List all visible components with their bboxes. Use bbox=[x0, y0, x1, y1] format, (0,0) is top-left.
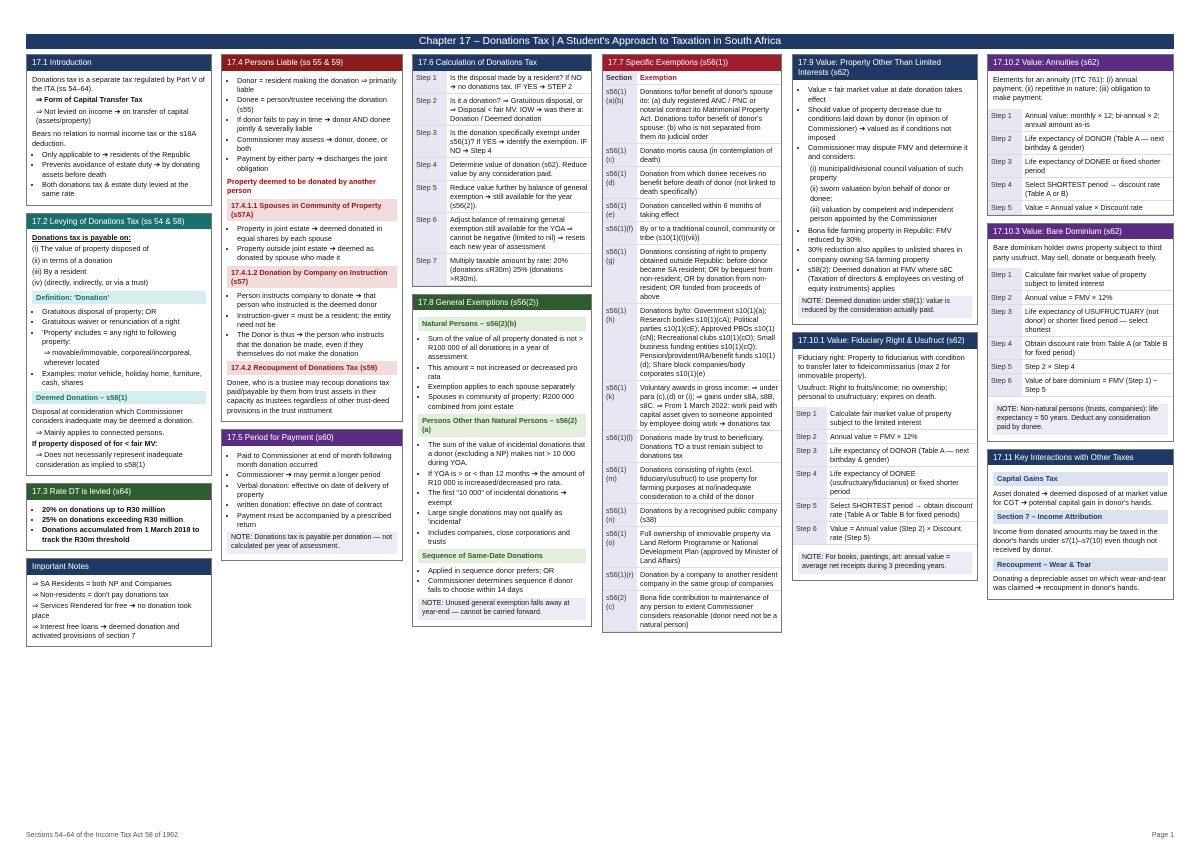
exemption-row bbox=[603, 380, 781, 430]
levy-item: (iii) By a resident bbox=[32, 267, 87, 277]
intro-line: ⇒ Not levied on income ➔ on transfer of capital (assets/property) bbox=[36, 106, 189, 125]
exemption-row-value: Donation by a company to another resident company in the same group of companies bbox=[637, 567, 781, 590]
levy-box bbox=[26, 213, 212, 476]
exemption-row bbox=[603, 567, 781, 590]
note-line: ⇒ SA Residents = both NP and Companies bbox=[32, 578, 172, 588]
pv-bullet: • Should value of property decrease due to conditions laid down by donor (in opinion of Commissioner) ➔ valued as if conditions not imposed bbox=[808, 105, 972, 142]
exemption-row-value: By or to a traditional council, community or tribe (s10(1)(t)(vii)) bbox=[637, 221, 781, 244]
exemption-row-key: s56(1)(l) bbox=[603, 430, 637, 462]
s7-text: Income from donated amounts may be taxed in the donor's hands under s7(1)–s7(10) even though not received by donor. bbox=[993, 526, 1158, 555]
bare-step-row bbox=[988, 359, 1173, 373]
period-heading: 17.5 Period for Payment (s60) bbox=[222, 430, 402, 446]
fiduciary-step-row bbox=[793, 499, 977, 522]
calc-step-row-key: Step 1 bbox=[413, 71, 447, 94]
levy-text: Donations tax is payable on: bbox=[32, 233, 131, 243]
liable-bullet: • Donee = person/trustee receiving the donation (s55) bbox=[237, 95, 397, 114]
annuity-step-row-key: Step 2 bbox=[988, 131, 1022, 154]
annuity-step-row-value: Select SHORTEST period → discount rate (Table A or B) bbox=[1022, 177, 1173, 200]
fiduciary-step-row bbox=[793, 467, 977, 499]
section-header: Section bbox=[603, 71, 637, 85]
liable-bullet: • Donor = resident making the donation ⇒ primarily liable bbox=[237, 76, 397, 95]
annuity-step-row bbox=[988, 109, 1173, 132]
bare-step-row-value: Calculate fair market value of property subject to limited interest bbox=[1022, 268, 1173, 291]
exemption-header: Exemption bbox=[637, 71, 781, 85]
bare-steps-table bbox=[988, 268, 1173, 397]
exemption-row bbox=[603, 244, 781, 303]
annuity-steps-table bbox=[988, 109, 1173, 215]
def-bullet: • Examples: motor vehicle, holiday home, furniture, cash, shares bbox=[42, 369, 206, 388]
sequence-heading: Sequence of Same-Date Donations bbox=[418, 549, 586, 562]
exemption-row-value: Donations by/to: Government s10(1)(a); Research bodies s10(1)(cA); Political parties s10(1)(cE); Approved PBOs s10(1)(cN); Recreational clubs s10(1)(cO); Small business funding entities s10(1)(cQ); Pension/provident/RA/benefit funds s10(1)(d); Share block companies/body corporates s10(1)(e) bbox=[637, 303, 781, 380]
calc-step-row-value: Determine value of donation (s62). Reduce value by any consideration paid. bbox=[447, 157, 591, 180]
company-bullet: • Person instructs company to donate ➔ that person who instructed is the deemed donor bbox=[237, 291, 397, 310]
bare-step-row bbox=[988, 268, 1173, 291]
company-heading: 17.4.1.2 Donation by Company on Instruction (s57) bbox=[227, 266, 397, 289]
calc-step-row bbox=[413, 212, 591, 253]
notes-heading: Important Notes bbox=[27, 559, 211, 575]
general-note: NOTE: Unused general exemption falls away at year-end — cannot be carried forward. bbox=[418, 598, 586, 620]
definition-heading: Definition: 'Donation' bbox=[32, 291, 206, 304]
bare-step-row-key: Step 2 bbox=[988, 290, 1022, 304]
exemption-row-key: s56(1)(a)(b) bbox=[603, 84, 637, 143]
fiduciary-step-row-key: Step 1 bbox=[793, 407, 827, 430]
exemption-row-value: Donations consisting of rights (excl. fiduciary/usufruct) to use property for farming purposes at no/inadequate consideration to a child of the donor bbox=[637, 462, 781, 503]
column-5 bbox=[792, 54, 978, 588]
calc-step-row-value: Is it a donation? ⇒ Gratuitous disposal, or ⇒ Disposal < fair MV. IOW ➔ was there a: Donation / Deemed donation bbox=[447, 93, 591, 125]
bare-step-row bbox=[988, 304, 1173, 336]
footer-page: Page 1 bbox=[1151, 832, 1174, 839]
cgt-heading: Capital Gains Tax bbox=[993, 472, 1168, 485]
annuity-step-row-value: Value = Annual value × Discount rate bbox=[1022, 200, 1173, 214]
exemption-row-value: Donation cancelled within 6 months of taking effect bbox=[637, 198, 781, 221]
def-bullet: • Gratuitous waiver or renunciation of a right bbox=[42, 317, 206, 326]
fiduciary-step-row bbox=[793, 430, 977, 444]
period-bullet: • Payment must be accompanied by a prescribed return bbox=[237, 511, 397, 530]
exemption-row bbox=[603, 590, 781, 631]
deemed-text: Disposal at consideration which Commissioner considers inadequate may be deemed a donation. bbox=[32, 407, 194, 426]
calc-heading: 17.6 Calculation of Donations Tax bbox=[413, 55, 591, 71]
levy-item: (ii) in terms of a donation bbox=[32, 255, 113, 265]
annuity-step-row-key: Step 1 bbox=[988, 109, 1022, 132]
liable-bullet: • If donor fails to pay in time ➔ donor AND donee jointly & severally liable bbox=[237, 115, 397, 134]
intro-text: Bears no relation to normal income tax or the s18A deduction. bbox=[32, 129, 196, 148]
exemption-row-value: Donations to/for benefit of donor's spouse ito: (a) duly registered ANC / PNC or notarial contract ito Matrimonial Property Act. Donations to/for benefit of donor's spouse: (b) who is not separated from them ito judicial order bbox=[637, 84, 781, 143]
pv-item: (iii) valuation by competent and independent person appointed by the Commissioner bbox=[810, 205, 954, 224]
annuity-heading: 17.10.2 Value: Annuities (s62) bbox=[988, 55, 1173, 71]
fiduciary-step-row bbox=[793, 407, 977, 430]
calc-step-row-key: Step 4 bbox=[413, 157, 447, 180]
levy-item: (i) The value of property disposed of bbox=[32, 244, 149, 254]
exemption-row-key: s56(1)(e) bbox=[603, 198, 637, 221]
bare-step-row-value: Step 2 × Step 4 bbox=[1022, 359, 1173, 373]
liable-bullet: • Commissioner may assess ➔ donor, donee, or both bbox=[237, 135, 397, 154]
calc-step-row bbox=[413, 125, 591, 157]
pv-bullet: • s58(2): Deemed donation at FMV where s8C (Taxation of directors & employees on vesting of equity instruments) applies bbox=[808, 265, 972, 293]
np-bullet: • Sum of the value of all property donated is not > R100 000 of all donations in a year of assessment. bbox=[428, 334, 586, 362]
intro-bullet: • Only applicable to ➔ residents of the Republic bbox=[42, 150, 206, 159]
company-bullet: • The Donor is thus ➔ the person who instructs that the donation be made, even if they themselves do not make the donation bbox=[237, 330, 397, 358]
calc-step-row-key: Step 6 bbox=[413, 212, 447, 253]
exemption-row bbox=[603, 84, 781, 143]
bare-step-row-value: Obtain discount rate from Table A (or Table B for fixed period) bbox=[1022, 336, 1173, 359]
calc-step-row bbox=[413, 93, 591, 125]
pv-item: (ii) sworn valuation by/on behalf of donor or donee; bbox=[810, 184, 950, 203]
exemption-row bbox=[603, 198, 781, 221]
def-bullet: • 'Property' includes = any right to following property: bbox=[42, 328, 206, 347]
fiduciary-step-row-value: Select SHORTEST period → obtain discount rate (Table A or Table B for fixed periods) bbox=[827, 499, 977, 522]
intro-heading: 17.1 Introduction bbox=[27, 55, 211, 71]
bare-step-row-key: Step 1 bbox=[988, 268, 1022, 291]
fiduciary-step-row-value: Annual value = FMV × 12% bbox=[827, 430, 977, 444]
fiduciary-step-row-key: Step 4 bbox=[793, 467, 827, 499]
calc-step-row-key: Step 5 bbox=[413, 180, 447, 212]
property-subheading: Property deemed to be donated by another person bbox=[227, 176, 376, 196]
calc-steps-table bbox=[413, 71, 591, 286]
bare-step-row-key: Step 3 bbox=[988, 304, 1022, 336]
exemption-row-key: s56(1)(n) bbox=[603, 503, 637, 526]
annuity-step-row-key: Step 4 bbox=[988, 177, 1022, 200]
calc-step-row bbox=[413, 180, 591, 212]
calc-step-row bbox=[413, 253, 591, 285]
specific-heading: 17.7 Specific Exemptions (s56(1)) bbox=[603, 55, 781, 71]
calc-step-row-key: Step 2 bbox=[413, 93, 447, 125]
exemption-row-value: Full ownership of immovable property via Land Reform Programme or National Development Plan (approved by Minister of Land Affairs) bbox=[637, 526, 781, 567]
bare-box bbox=[987, 223, 1174, 442]
pv-item: (i) municipal/divisional council valuation of such property bbox=[810, 163, 963, 183]
rate-box bbox=[26, 483, 212, 551]
calc-box bbox=[412, 54, 592, 287]
bare-text: Bare dominium holder owns property subject to third party usufruct. May sell, donate or bequeath freely. bbox=[993, 243, 1162, 262]
fiduciary-step-row-key: Step 3 bbox=[793, 444, 827, 467]
bare-step-row bbox=[988, 373, 1173, 396]
intro-text: Donations tax is a separate tax regulated by Part V of the ITA (ss 54–64). bbox=[32, 74, 205, 93]
note-line: ⇒ Services Rendered for free ➔ no donation took place bbox=[32, 601, 192, 620]
fiduciary-step-row-value: Life expectancy of DONOR (Table A — next birthday & gender) bbox=[827, 444, 977, 467]
period-note: NOTE: Donations tax is payable per donation — not calculated per year of assessment. bbox=[227, 532, 397, 554]
period-bullet: • Commissioner ➔ may permit a longer period bbox=[237, 470, 397, 479]
period-bullet: • written donation: effective on date of contract bbox=[237, 500, 397, 509]
fiduciary-step-row-value: Calculate fair market value of property subject to the limited interest bbox=[827, 407, 977, 430]
exemption-row-key: s56(1)(h) bbox=[603, 303, 637, 380]
rate-bullet: • 20% on donations up to R30 million bbox=[42, 505, 206, 514]
period-box bbox=[221, 429, 403, 561]
exemption-row bbox=[603, 143, 781, 166]
annuity-step-row bbox=[988, 154, 1173, 177]
calc-step-row-value: Adjust balance of remaining general exemption still available for the YOA ⇒ cannot be negative (limited to nil) ⇒ resets each new year of assessment bbox=[447, 212, 591, 253]
specific-box bbox=[602, 54, 782, 633]
exemption-row-key: s56(1)(o) bbox=[603, 526, 637, 567]
def-line: ⇒ movable/immovable, corporeal/incorporeal, wherever located bbox=[44, 348, 192, 367]
period-bullet: • Paid to Commissioner at end of month following month donation occurred bbox=[237, 451, 397, 470]
calc-step-row-value: Is the disposal made by a resident? If NO ➔ no donations tax. IF YES ➔ STEP 2 bbox=[447, 71, 591, 94]
deemed-line: ⇒ Does not necessarily represent inadequate consideration as implied to s58(1) bbox=[36, 450, 183, 469]
def-bullet: • Gratuitous disposal of property; OR bbox=[42, 307, 206, 316]
recoupment-wt-heading: Recoupment – Wear & Tear bbox=[993, 558, 1168, 571]
pv-bullet: • 30% reduction also applies to unlisted shares in company owning SA farming property bbox=[808, 245, 972, 264]
s7-heading: Section 7 – Income Attribution bbox=[993, 510, 1168, 523]
deemed-line: ⇒ Mainly applies to connected persons. bbox=[36, 427, 165, 437]
bare-step-row-key: Step 5 bbox=[988, 359, 1022, 373]
other-heading: Persons Other than Natural Persons – s56(2)(a) bbox=[418, 414, 586, 437]
recoupment-wt-text: Donating a depreciable asset on which wear-and-tear was claimed ➔ recoupment in donor's hands. bbox=[993, 573, 1166, 593]
calc-step-row-key: Step 3 bbox=[413, 125, 447, 157]
exemption-row-key: s56(1)(d) bbox=[603, 166, 637, 198]
column-3 bbox=[412, 54, 592, 634]
annuity-step-row-value: Life expectancy of DONOR (Table A — next birthday & gender) bbox=[1022, 131, 1173, 154]
spouses-bullet: • Property outside joint estate ➔ deemed as donated by spouse who made it bbox=[237, 244, 397, 263]
calc-step-row-value: Reduce value further by balance of general exemption ➔ still available for the year (s56(2)). bbox=[447, 180, 591, 212]
exemption-row bbox=[603, 462, 781, 503]
other-bullet: • If YOA is > or < than 12 months ➔ the amount of R10 000 is increased/decreased pro rata. bbox=[428, 469, 586, 488]
np-heading: Natural Persons – s56(2)(b) bbox=[418, 317, 586, 330]
annuity-step-row bbox=[988, 177, 1173, 200]
liable-bullet: • Payment by either party ➔ discharges the joint obligation bbox=[237, 154, 397, 173]
rate-bullet: • 25% on donations exceeding R30 million bbox=[42, 515, 206, 524]
annuity-step-row bbox=[988, 131, 1173, 154]
levy-heading: 17.2 Levying of Donations Tax (ss 54 & 58) bbox=[27, 214, 211, 230]
column-6 bbox=[987, 54, 1174, 607]
property-value-heading: 17.9 Value: Property Other Than Limited Interests (s62) bbox=[793, 55, 977, 80]
pv-bullet: • Bona fide farming property in Republic: FMV reduced by 30% bbox=[808, 226, 972, 245]
pv-note: NOTE: Deemed donation under s58(1): value is reduced by the consideration actually paid. bbox=[798, 296, 972, 318]
calc-step-row bbox=[413, 71, 591, 94]
exemption-row-key: s56(1)(m) bbox=[603, 462, 637, 503]
notes-box bbox=[26, 558, 212, 648]
key-heading: 17.11 Key Interactions with Other Taxes bbox=[988, 450, 1173, 466]
calc-step-row-value: Is the donation specifically exempt under s56(1)? If YES ➔ identify the exemption. IF NO ➔ Step 4 bbox=[447, 125, 591, 157]
general-box bbox=[412, 294, 592, 627]
fiduciary-text: Usufruct: Right to fruits/income; no ownership; personal to usufructuary; expires on death. bbox=[798, 382, 948, 401]
other-bullet: • The first "10 000" of incidental donations ➔ exempt bbox=[428, 488, 586, 507]
bare-step-row-key: Step 4 bbox=[988, 336, 1022, 359]
exemption-row-key: s56(1)(c) bbox=[603, 143, 637, 166]
column-4 bbox=[602, 54, 782, 640]
specific-table bbox=[603, 71, 781, 632]
footer-left: Sections 54–64 of the Income Tax Act 58 of 1962 bbox=[26, 832, 179, 839]
other-bullet: • Large single donations may not qualify as 'incidental' bbox=[428, 508, 586, 527]
intro-bullet: • Both donations tax & estate duty levied at the same rate bbox=[42, 180, 206, 199]
exemption-row-key: s56(1)(f) bbox=[603, 221, 637, 244]
bare-heading: 17.10.3 Value: Bare Dominium (s62) bbox=[988, 224, 1173, 240]
page-title: Chapter 17 – Donations Tax | A Student's Approach to Taxation in South Africa bbox=[26, 34, 1174, 49]
liable-box bbox=[221, 54, 403, 422]
fiduciary-steps-table bbox=[793, 407, 977, 545]
sequence-bullet: • Applied in sequence donor prefers; OR bbox=[428, 566, 586, 575]
fiduciary-step-row-key: Step 5 bbox=[793, 499, 827, 522]
spouses-heading: 17.4.1.1 Spouses in Community of Property (s57A) bbox=[227, 199, 397, 222]
exemption-row-key: s56(1)(r) bbox=[603, 567, 637, 590]
intro-bullet: • Prevents avoidance of estate duty ➔ by donating assets before death bbox=[42, 160, 206, 179]
exemption-row bbox=[603, 221, 781, 244]
annuity-step-row bbox=[988, 200, 1173, 214]
bare-step-row-value: Annual value = FMV × 12% bbox=[1022, 290, 1173, 304]
exemption-row bbox=[603, 503, 781, 526]
calc-step-row-key: Step 7 bbox=[413, 253, 447, 285]
other-bullet: • Includes companies, close corporations and trusts bbox=[428, 528, 586, 547]
fiduciary-step-row-key: Step 2 bbox=[793, 430, 827, 444]
bare-step-row-value: Life expectancy of USUFRUCTUARY (not donor) or shorter fixed period — select shortest bbox=[1022, 304, 1173, 336]
sequence-bullet: • Commissioner determines sequence if donor fails to choose within 14 days bbox=[428, 576, 586, 595]
fiduciary-step-row-value: Value = Annual value (Step 2) × Discount rate (Step 5) bbox=[827, 522, 977, 545]
exemption-row-value: Voluntary awards in gross income: ⇒ under para (c),(d) or (i); ⇒ gains under s8A, s8B, s8C. ⇒ From 1 March 2022: work paid with capital asset given to someone appointed by employee doing work ➔ donations tax bbox=[637, 380, 781, 430]
period-bullet: • Verbal donation: effective on date of delivery of property bbox=[237, 481, 397, 500]
bare-step-row-value: Value of bare dominium = FMV (Step 1) − Step 5 bbox=[1022, 373, 1173, 396]
pv-bullet: • Commissioner may dispute FMV and determine it and considers: bbox=[808, 143, 972, 162]
recoupment-text: Donee, who is a trustee may recoup donations tax paid/payable by them from trust assets in their capacity as trustees regardless of other trust-deed provisions in the trust instrument bbox=[227, 377, 390, 415]
exemption-row-value: Donatio mortis causa (in contemplation of death) bbox=[637, 143, 781, 166]
exemption-row bbox=[603, 303, 781, 380]
annuity-step-row-key: Step 3 bbox=[988, 154, 1022, 177]
exemption-row-value: Donations consisting of right to property obtained outside Republic: before donor became SA resident; OR by bequest from non-resident; OR by donation from non-resident; OR funded from proceeds of above bbox=[637, 244, 781, 303]
fiduciary-note: NOTE: For books, paintings, art: annual value = average net receipts during 3 preceding years. bbox=[798, 552, 972, 574]
exemption-row-value: Donations by a recognised public company (s38) bbox=[637, 503, 781, 526]
fiduciary-box bbox=[792, 332, 978, 581]
bare-step-row bbox=[988, 336, 1173, 359]
np-bullet: • This amount = not increased or decreased pro rata bbox=[428, 363, 586, 382]
np-bullet: • Spouses in community of property: R200 000 combined from joint estate bbox=[428, 392, 586, 411]
spouses-bullet: • Property in joint estate ➔ deemed donated in equal shares by each spouse bbox=[237, 224, 397, 243]
company-bullet: • Instruction-giver = must be a resident; the entity need not be bbox=[237, 311, 397, 330]
bare-note: NOTE: Non-natural persons (trusts, companies): life expectancy = 50 years. Deduct any consideration paid by donee. bbox=[993, 404, 1168, 435]
note-line: ⇒ Non-residents = don't pay donations tax bbox=[32, 589, 169, 599]
calc-step-row-value: Multiply taxable amount by rate: 20% (donations ≤R30m) 25% (donations >R30m). bbox=[447, 253, 591, 285]
liable-heading: 17.4 Persons Liable (ss 55 & 59) bbox=[222, 55, 402, 71]
exemption-row-value: Donations made by trust to beneficiary. Donations TO a trust remain subject to donations tax bbox=[637, 430, 781, 462]
exemption-row bbox=[603, 526, 781, 567]
recoupment-heading: 17.4.2 Recoupment of Donations Tax (s59) bbox=[227, 361, 397, 374]
rate-bullet: • Donations accumulated from 1 March 2018 to track the R30m threshold bbox=[42, 525, 206, 544]
exemption-row bbox=[603, 430, 781, 462]
fiduciary-step-row-value: Life expectancy of DONEE (usufructuary/fiduciarius) or fixed shorter period bbox=[827, 467, 977, 499]
annuity-box bbox=[987, 54, 1174, 216]
property-value-box bbox=[792, 54, 978, 325]
exemption-row-value: Donation from which donee receives no benefit before death of donor (not linked to death specifically) bbox=[637, 166, 781, 198]
other-bullet: • The sum of the value of incidental donations that a donor (excluding a NP) makes not > 10 000 during YOA. bbox=[428, 440, 586, 468]
exemption-row-key: s56(2)(c) bbox=[603, 590, 637, 631]
annuity-step-row-value: Life expectancy of DONEE or fixed shorter period bbox=[1022, 154, 1173, 177]
fiduciary-text: Fiduciary right: Property to fiduciarius with condition to transfer later to fideicommissarius (max 2 for immovable property). bbox=[798, 352, 965, 381]
column-2 bbox=[221, 54, 403, 568]
general-heading: 17.8 General Exemptions (s56(2)) bbox=[413, 295, 591, 311]
exemption-row-key: s56(1)(g) bbox=[603, 244, 637, 303]
deemed-heading: Deemed Donation – s58(1) bbox=[32, 391, 206, 404]
pv-bullet: • Value = fair market value at date donation takes effect bbox=[808, 85, 972, 104]
fiduciary-step-row bbox=[793, 522, 977, 545]
exemption-row-key: s56(1)(k) bbox=[603, 380, 637, 430]
cgt-text: Asset donated ➔ deemed disposed of at market value for CGT ➔ potential capital gain in donor's hands. bbox=[993, 488, 1168, 507]
fiduciary-step-row bbox=[793, 444, 977, 467]
note-line: ⇒ Interest free loans ➔ deemed donation and activated provisions of section 7 bbox=[32, 621, 180, 641]
rate-heading: 17.3 Rate DT is levied (s64) bbox=[27, 484, 211, 500]
specific-header-row bbox=[603, 71, 781, 85]
fiduciary-step-row-key: Step 6 bbox=[793, 522, 827, 545]
levy-item: (iv) (directly, indirectly, or via a trust) bbox=[32, 278, 149, 288]
bare-step-row bbox=[988, 290, 1173, 304]
np-bullet: • Exemption applies to each spouse separately bbox=[428, 382, 586, 391]
intro-line: ⇒ Form of Capital Transfer Tax bbox=[36, 95, 143, 105]
fiduciary-heading: 17.10.1 Value: Fiduciary Right & Usufruct (s62) bbox=[793, 333, 977, 349]
annuity-text: Elements for an annuity (ITC 761): (i) annual payment; (ii) repetitive in nature; (iii) obligation to make payment. bbox=[993, 74, 1151, 103]
deemed-text: If property disposed of for < fair MV: bbox=[32, 439, 158, 449]
annuity-step-row-value: Annual value: monthly × 12; bi-annual × 2; annual amount as-is bbox=[1022, 109, 1173, 132]
annuity-step-row-key: Step 5 bbox=[988, 200, 1022, 214]
column-1 bbox=[26, 54, 212, 654]
exemption-row-value: Bona fide contribution to maintenance of any person to extent Commissioner considers reasonable (donor need not be a natural person) bbox=[637, 590, 781, 631]
exemption-row bbox=[603, 166, 781, 198]
key-box bbox=[987, 449, 1174, 600]
intro-box bbox=[26, 54, 212, 206]
calc-step-row bbox=[413, 157, 591, 180]
bare-step-row-key: Step 6 bbox=[988, 373, 1022, 396]
